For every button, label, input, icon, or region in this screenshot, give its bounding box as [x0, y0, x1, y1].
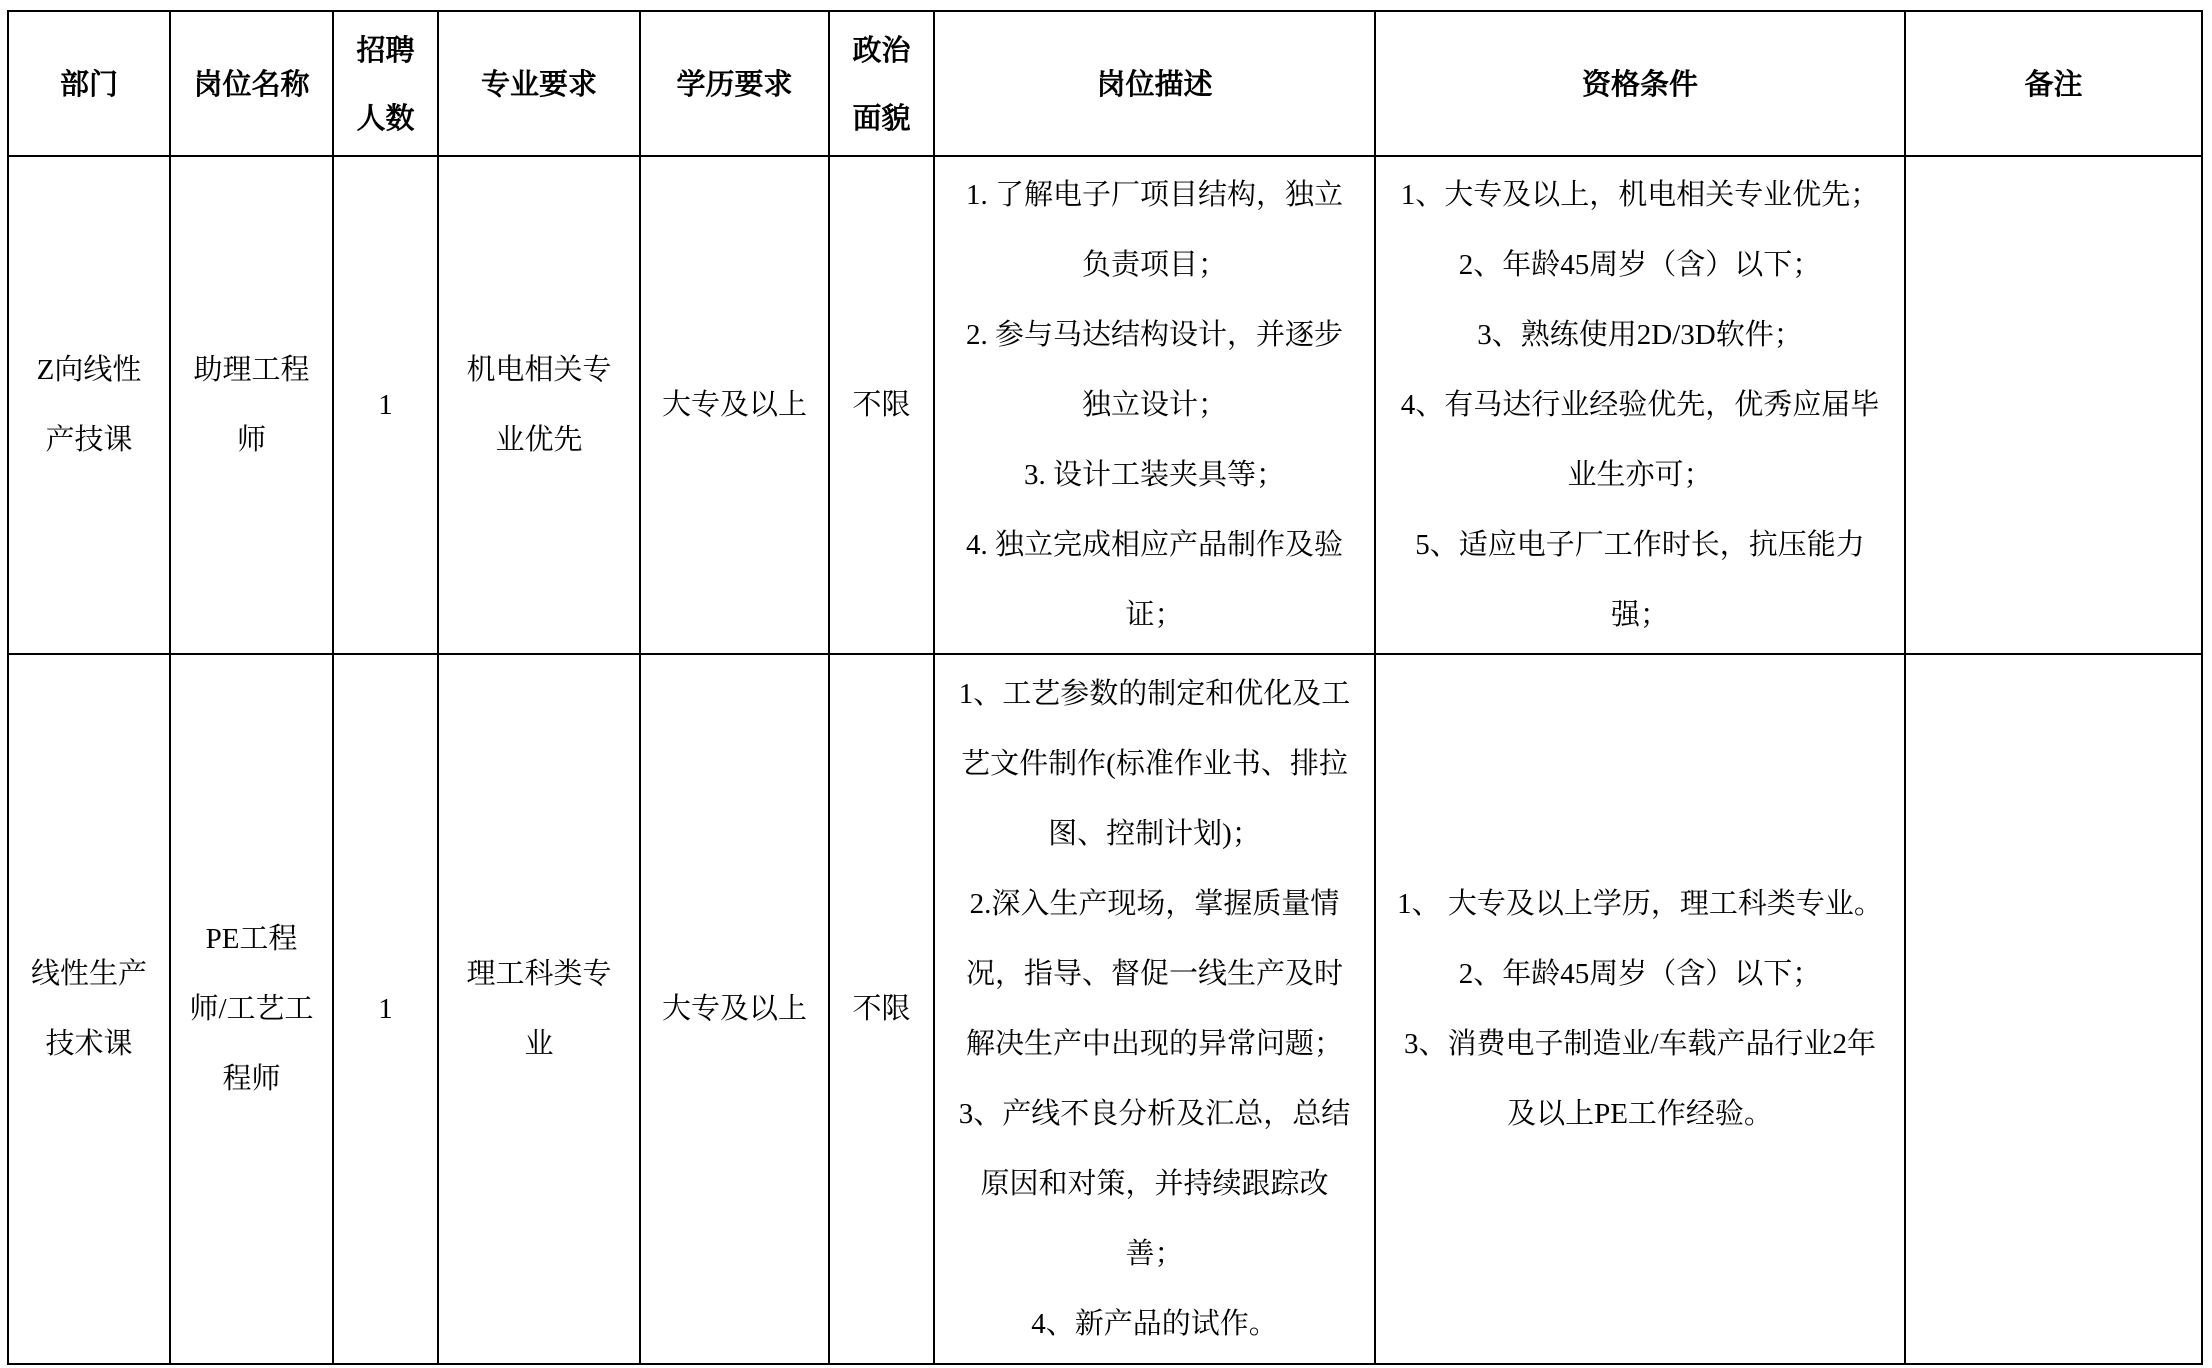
cell-qualifications	[1375, 156, 1905, 654]
description-line: 解决生产中出现的异常问题；	[965, 1028, 1343, 1060]
description-line: 负责项目；	[1081, 249, 1227, 281]
header-qualifications	[1375, 11, 1905, 156]
cell-description	[934, 654, 1375, 1364]
description-line: 证；	[1125, 599, 1184, 631]
header-description	[934, 11, 1375, 156]
department-line: 产技课	[45, 424, 133, 456]
education-value: 大专及以上	[661, 389, 807, 421]
description-line: 4、新产品的试作。	[1031, 1308, 1278, 1340]
table-row	[8, 156, 2202, 654]
header-politics	[829, 11, 934, 156]
description-line: 图、控制计划)；	[1048, 818, 1261, 850]
header-qualifications-label: 资格条件	[1581, 66, 1698, 101]
major-line: 机电相关专	[466, 354, 612, 386]
cell-headcount	[333, 654, 438, 1364]
major-line: 业	[524, 1028, 554, 1060]
header-row	[8, 11, 2202, 156]
cell-department	[8, 654, 170, 1364]
header-position	[170, 11, 333, 156]
qualification-line: 3、消费电子制造业/车载产品行业2年	[1403, 1028, 1877, 1060]
department-line: 技术课	[45, 1028, 133, 1060]
qualification-line: 1、 大专及以上学历，理工科类专业。	[1397, 888, 1883, 920]
header-remarks	[1905, 11, 2202, 156]
department-line: 线性生产	[30, 958, 147, 990]
header-headcount-label-line2: 人数	[356, 100, 415, 135]
cell-education	[640, 156, 829, 654]
header-description-label: 岗位描述	[1096, 66, 1213, 101]
header-major-label: 专业要求	[480, 66, 597, 101]
description-line: 1. 了解电子厂项目结构，独立	[965, 179, 1343, 211]
header-remarks-label: 备注	[2024, 66, 2083, 101]
header-department	[8, 11, 170, 156]
header-headcount-label-line1: 招聘	[356, 32, 415, 67]
position-line: 师	[236, 424, 266, 456]
header-major	[438, 11, 640, 156]
description-line: 原因和对策，并持续跟踪改	[980, 1168, 1329, 1200]
position-line: 助理工程	[193, 354, 310, 386]
cell-description	[934, 156, 1375, 654]
qualification-line: 3、熟练使用2D/3D软件；	[1477, 319, 1803, 351]
politics-value: 不限	[852, 993, 911, 1025]
header-education-label: 学历要求	[676, 66, 793, 101]
description-line: 2.深入生产现场，掌握质量情	[969, 888, 1340, 920]
qualification-line: 强；	[1610, 599, 1669, 631]
cell-qualifications	[1375, 654, 1905, 1364]
qualification-line: 2、年龄45周岁（含）以下；	[1458, 958, 1822, 990]
cell-headcount	[333, 156, 438, 654]
education-value: 大专及以上	[661, 993, 807, 1025]
headcount-value: 1	[378, 389, 393, 421]
description-line: 3. 设计工装夹具等；	[1023, 459, 1285, 491]
qualification-line: 5、适应电子厂工作时长，抗压能力	[1415, 529, 1865, 561]
cell-education	[640, 654, 829, 1364]
qualification-line: 2、年龄45周岁（含）以下；	[1458, 249, 1822, 281]
cell-major	[438, 156, 640, 654]
position-line: 程师	[222, 1063, 281, 1095]
cell-politics	[829, 654, 934, 1364]
qualification-line: 4、有马达行业经验优先，优秀应届毕	[1400, 389, 1880, 421]
major-line: 业优先	[495, 424, 583, 456]
major-line: 理工科类专	[466, 958, 612, 990]
department-line: Z向线性	[36, 354, 142, 386]
header-headcount	[333, 11, 438, 156]
qualification-line: 及以上PE工作经验。	[1507, 1098, 1773, 1130]
qualification-line: 1、大专及以上，机电相关专业优先；	[1400, 179, 1880, 211]
cell-remarks	[1905, 654, 2202, 1364]
description-line: 4. 独立完成相应产品制作及验	[965, 529, 1343, 561]
table-row	[8, 654, 2202, 1364]
description-line: 艺文件制作(标准作业书、排拉	[961, 748, 1348, 780]
header-politics-label-line2: 面貌	[852, 100, 911, 135]
description-line: 3、产线不良分析及汇总，总结	[958, 1098, 1351, 1130]
cell-position	[170, 654, 333, 1364]
headcount-value: 1	[378, 993, 393, 1025]
position-line: PE工程	[205, 923, 298, 955]
cell-department	[8, 156, 170, 654]
header-position-label: 岗位名称	[193, 66, 310, 101]
cell-position	[170, 156, 333, 654]
header-politics-label-line1: 政治	[852, 32, 911, 67]
cell-remarks	[1905, 156, 2202, 654]
qualification-line: 业生亦可；	[1567, 459, 1713, 491]
description-line: 1、工艺参数的制定和优化及工	[958, 678, 1351, 710]
description-line: 独立设计；	[1081, 389, 1227, 421]
cell-major	[438, 654, 640, 1364]
politics-value: 不限	[852, 389, 911, 421]
description-line: 况，指导、督促一线生产及时	[965, 958, 1343, 990]
description-line: 2. 参与马达结构设计，并逐步	[965, 319, 1343, 351]
cell-politics	[829, 156, 934, 654]
header-education	[640, 11, 829, 156]
position-line: 师/工艺工	[189, 993, 314, 1025]
description-line: 善；	[1125, 1238, 1184, 1270]
header-department-label: 部门	[59, 66, 118, 101]
recruitment-table	[7, 10, 2203, 1365]
